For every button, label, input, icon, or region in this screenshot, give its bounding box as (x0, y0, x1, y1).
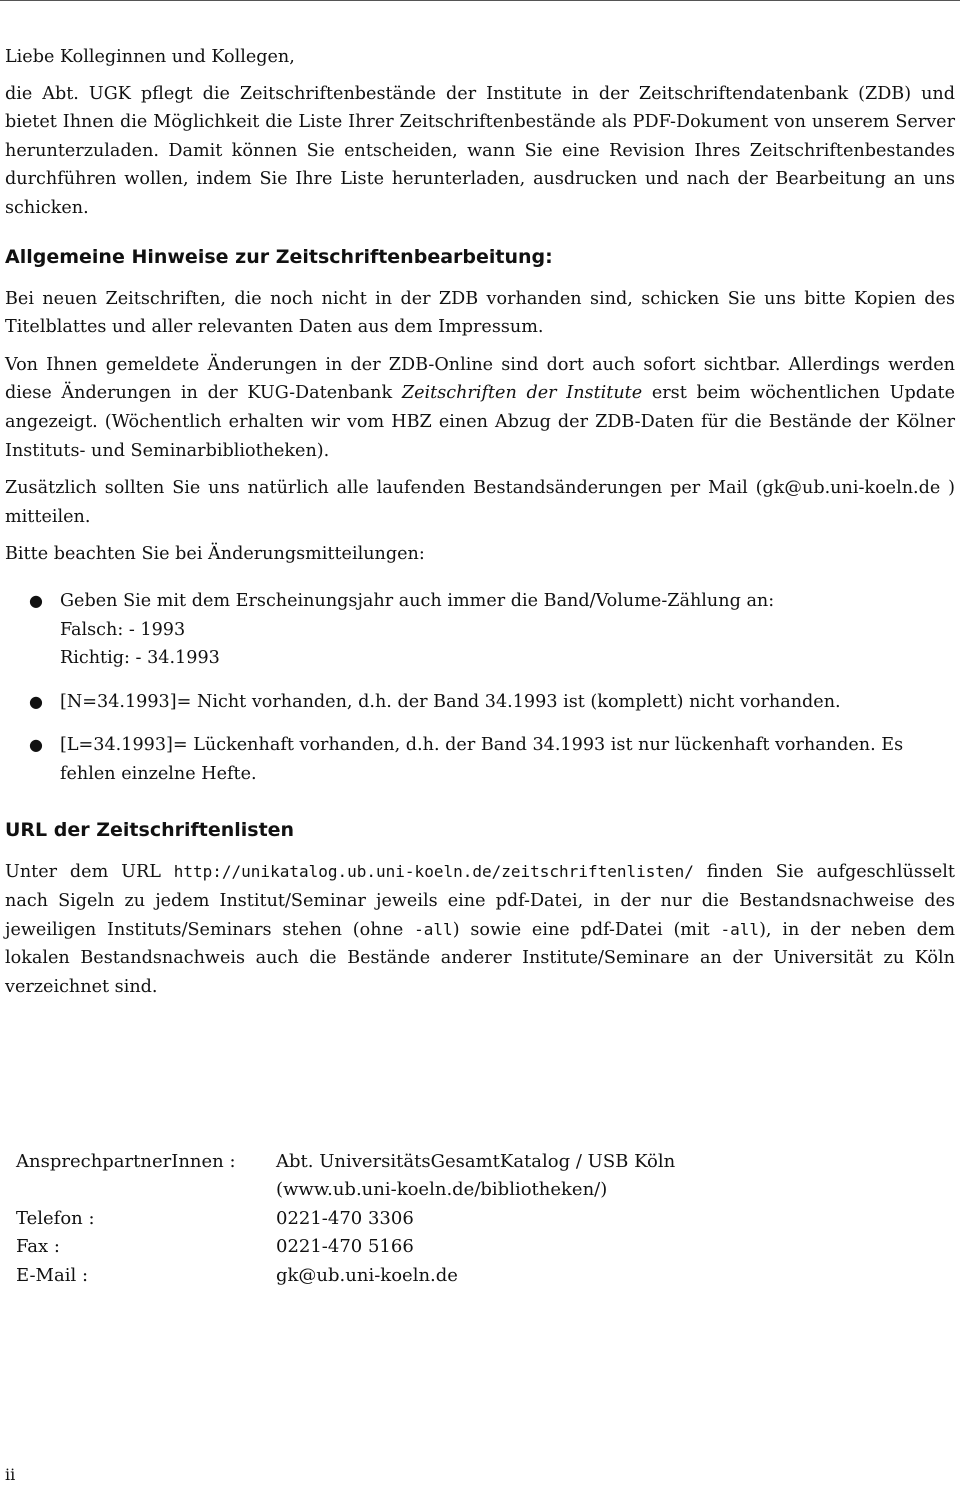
list-item (5, 731, 955, 788)
list-item (5, 587, 955, 673)
kug-database-name: Zeitschriften der Institute (401, 383, 643, 404)
url-text-d: ), in der neben dem lokalen Bestandsnachweis auch die Bestände anderer Institute/Seminare an der Universität zu Köln verzeichnet sind. (5, 919, 955, 997)
paragraph-notice-intro: Bitte beachten Sie bei Änderungsmitteilungen: (5, 544, 425, 565)
contact-value: Abt. UniversitätsGesamtKatalog / USB Köln (276, 1151, 676, 1172)
contact-row (16, 1176, 675, 1204)
bullet-icon: ● (29, 590, 43, 610)
section-heading-url: URL der Zeitschriftenlisten (5, 819, 295, 842)
code-all-1: -all (414, 919, 453, 939)
paragraph-mail: Zusätzlich sollten Sie uns natürlich alle laufenden Bestandsänderungen per Mail (gk@ub.uni-koeln.de ) mitteilen. (5, 478, 955, 527)
journal-list-url-link[interactable]: http://unikatalog.ub.uni-koeln.de/zeitschriftenlisten/ (173, 862, 694, 882)
contact-label: E-Mail : (16, 1264, 89, 1286)
bullet-icon: ● (29, 691, 43, 711)
list-item-example-right: Richtig: - 34.1993 (60, 648, 220, 669)
contact-row (16, 1233, 675, 1261)
bullet-icon: ● (29, 735, 43, 755)
contact-value: 0221-470 5166 (276, 1236, 414, 1258)
contact-value: 0221-470 3306 (276, 1207, 414, 1229)
contact-row (16, 1205, 675, 1233)
url-text-b: finden Sie aufgeschlüsselt nach Sigeln zu jedem Institut/Seminar jeweils eine pdf-Datei, in der nur die Bestandsnachweise des jeweiligen Instituts/Seminars stehen (ohne (5, 862, 955, 940)
contact-label (16, 1176, 276, 1204)
page-body (5, 43, 955, 1001)
paragraph-changes-text-a: Von Ihnen gemeldete Änderungen in der ZDB-Online sind dort auch sofort sichtbar. Allerdings werden diese Änderungen in der KUG-Datenbank (5, 354, 955, 404)
list-item-text: [N=34.1993]= Nicht vorhanden, d.h. der Band 34.1993 ist (komplett) nicht vorhanden. (60, 691, 841, 712)
paragraph-changes-text-b: erst beim wöchentlichen Update angezeigt. (Wöchentlich erhalten wir vom HBZ einen Abzug der ZDB-Daten für die Bestände der Kölner Instituts- und Seminarbibliotheken). (5, 383, 955, 461)
paragraph-new-journals: Bei neuen Zeitschriften, die noch nicht in der ZDB vorhanden sind, schicken Sie uns bitte Kopien des Titelblattes und aller relevanten Daten aus dem Impressum. (5, 288, 955, 338)
list-item (5, 688, 955, 717)
intro-paragraph: die Abt. UGK pflegt die Zeitschriftenbestände der Institute in der Zeitschriftendatenbank (ZDB) und bietet Ihnen die Möglichkeit die Liste Ihrer Zeitschriftenbestände als PDF-Dokument von unserem Server herunterzuladen. Damit können Sie entscheiden, wann Sie eine Revision Ihres Zeitschriftenbestandes durchführen wollen, indem Sie Ihre Liste herunterladen, ausdrucken und nach der Bearbeitung an uns schicken. (5, 83, 955, 218)
contact-label: Telefon : (16, 1207, 95, 1229)
section-heading-general: Allgemeine Hinweise zur Zeitschriftenbearbeitung: (5, 245, 553, 268)
contact-table (16, 1148, 675, 1290)
contact-row (16, 1262, 675, 1290)
code-all-2: -all (720, 919, 760, 939)
contact-value: (www.ub.uni-koeln.de/bibliotheken/) (276, 1179, 608, 1201)
paragraph-url (5, 858, 955, 1001)
greeting: Liebe Kolleginnen und Kollegen, (5, 47, 295, 67)
contact-row (16, 1148, 675, 1176)
list-item-text: [L=34.1993]= Lückenhaft vorhanden, d.h. der Band 34.1993 ist nur lückenhaft vorhanden. Es fehlen einzelne Hefte. (60, 735, 904, 784)
top-rule (0, 0, 960, 2)
paragraph-changes (5, 351, 955, 465)
url-text-c: ) sowie eine pdf-Datei (mit (452, 919, 721, 940)
url-text-a: Unter dem URL (5, 862, 174, 883)
list-item-example-wrong: Falsch: - 1993 (60, 619, 186, 640)
page-number: ii (5, 1465, 16, 1484)
list-item-text: Geben Sie mit dem Erscheinungsjahr auch immer die Band/Volume-Zählung an: (60, 590, 775, 611)
contact-value[interactable]: gk@ub.uni-koeln.de (276, 1264, 458, 1286)
notice-list (5, 587, 955, 789)
contact-label: AnsprechpartnerInnen : (16, 1151, 236, 1172)
contact-label: Fax : (16, 1236, 60, 1258)
